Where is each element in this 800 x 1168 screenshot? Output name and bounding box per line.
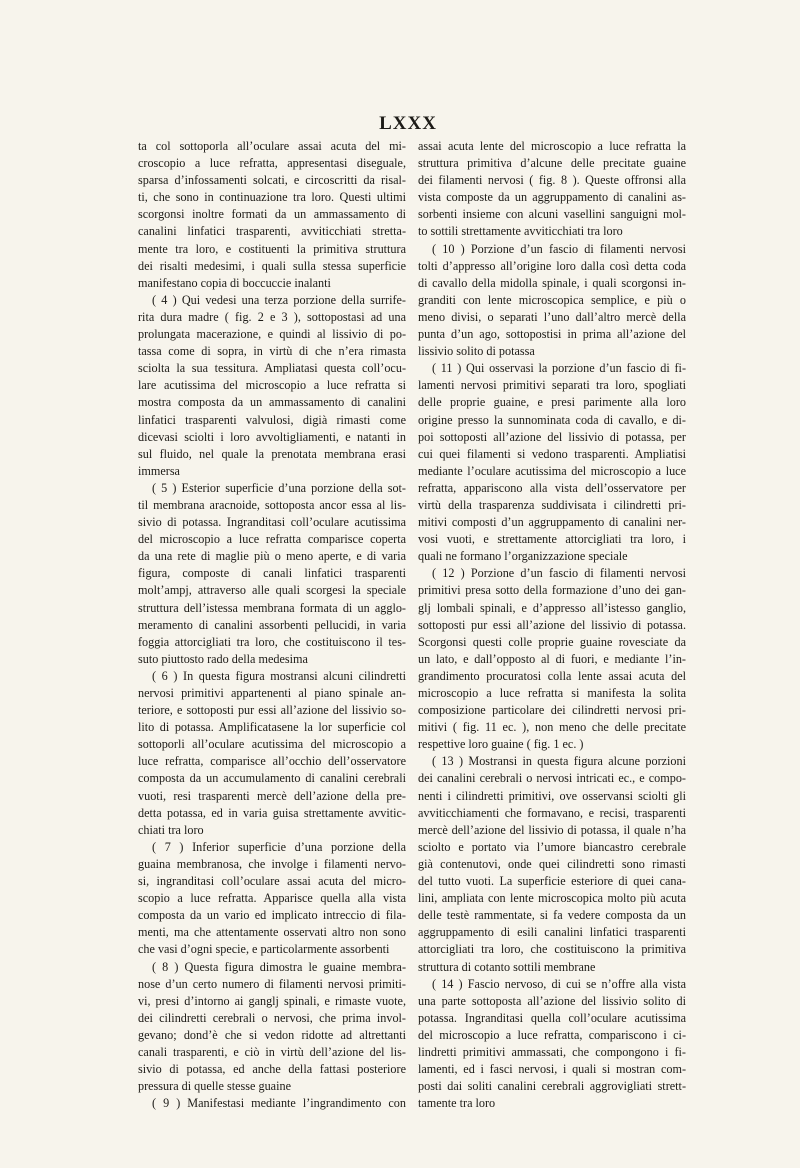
text-line: del tutto vuoti. La superficie esteriore di quei cana-: [418, 874, 686, 889]
text-line: nervosi primitivi appartenenti al piano spinale an-: [138, 686, 406, 700]
text-line: nose d’un certo numero di filamenti nervosi primiti-: [138, 976, 406, 991]
text-line: scorgonsi inoltre formati da un ammassamento di: [138, 207, 406, 222]
text-line: struttura di cotanto sottili membrane: [418, 959, 596, 974]
text-line: prolungata macerazione, e quindi al lissivio di po-: [138, 327, 406, 342]
text-line: vi, presi d’intorno ai ganglj spinali, e rimaste vuote,: [138, 993, 406, 1008]
text-line: di cavallo della midolla spinale, i quali scorgonsi in-: [418, 275, 686, 290]
text-line: manifestano copia di boccuccie inalanti: [138, 275, 331, 290]
text-line: da una rete di maglie più o meno aperte, e di varia: [138, 549, 406, 564]
text-line: sottoporli all’oculare acutissima del microscopio a: [138, 737, 406, 752]
text-line: struttura primitiva d’alcune delle precitate guaine: [418, 156, 686, 171]
text-line: virtù della trasparenza suddivisata i cilindretti pri-: [418, 497, 686, 512]
text-line: lito di potassa. Amplificatasene la lor superficie col: [138, 720, 406, 735]
text-line: microscopio a luce refratta si manifesta la solita: [418, 686, 686, 700]
text-line: ( 14 ) Fascio nervoso, di cui se n’offre alla vista: [432, 976, 686, 991]
text-line: sparsa d’infossamenti solcati, e circoscritti da risal-: [138, 173, 406, 188]
text-line: canalini linfatici trasparenti, avviticchiati stretta-: [138, 224, 406, 239]
text-line: mitivi composti d’un aggruppamento di canalini ner-: [418, 515, 686, 530]
text-line: posti dai soliti canalini cerebrali aggrovigliati strett-: [418, 1079, 686, 1094]
text-line: sciolto e portato via l’umore biancastro cerebrale: [418, 839, 686, 854]
text-line: un lato, e dall’opposto al di fuori, e mediante l’in-: [418, 651, 686, 666]
text-line: rita dura madre ( fig. 2 e 3 ), sottopostasi ad una: [138, 309, 406, 324]
text-line: composta da un accumulamento di canalini cerebrali: [138, 771, 406, 786]
text-line: ( 8 ) Questa figura dimostra le guaine membra-: [152, 959, 406, 974]
text-line: mercè dell’azione del lissivio di potassa, il quale n’ha: [418, 822, 686, 837]
text-line: foggia attorcigliati tra loro, che costituiscono il tes-: [138, 634, 406, 649]
text-line: mostra composta da un ammassamento di canalini: [138, 395, 406, 410]
text-line: Scorgonsi questi colle proprie guaine rovesciate da: [418, 634, 686, 649]
text-line: menti, ma che attentamente osservati altro non sono: [138, 925, 406, 940]
text-line: sivio di potassa. Ingranditasi coll’oculare acutissima: [138, 515, 406, 530]
text-line: ( 12 ) Porzione d’un fascio di filamenti nervosi: [432, 566, 686, 581]
text-line: respettive loro guaine ( fig. 1 ec. ): [418, 737, 584, 752]
text-line: refratta, appariscono alla vista dell’osservatore per: [418, 480, 686, 495]
text-line: del microscopio a luce refratta, compariscono i ci-: [418, 1027, 686, 1042]
text-line: delle proprie guaine, e presi parimente alla loro: [418, 395, 686, 410]
text-line: ( 9 ) Manifestasi mediante l’ingrandimento con: [152, 1096, 406, 1111]
text-line: ( 4 ) Qui vedesi una terza porzione della surrife-: [152, 292, 406, 307]
text-line: attorcigliati tra loro, che costituiscono la primitiva: [418, 942, 686, 957]
text-line: luce refratta, comparisce all’occhio dell’osservatore: [138, 754, 406, 769]
text-line: tassa come di sopra, in virtù di che n’era rimasta: [138, 344, 406, 359]
text-line: canali trasparenti, e ciò in virtù dell’azione del lis-: [138, 1044, 406, 1059]
text-line: lamenti nervosi primitivi separati tra loro, spogliati: [418, 378, 686, 393]
text-line: quali ne formano l’organizzazione speciale: [418, 549, 628, 564]
text-line: avviticchiamenti che formavano, e recisi, trasparenti: [418, 805, 686, 820]
text-line: delle testè rammentate, si fa vedere composta da un: [418, 908, 686, 923]
text-line: croscopio a luce refratta, appresentasi diseguale,: [138, 156, 406, 171]
text-line: ti, che sono in continuazione tra loro. Questi ultimi: [138, 190, 406, 205]
text-line: ( 7 ) Inferior superficie d’una porzione della: [152, 839, 406, 854]
text-line: struttura dell’istessa membrana formata di un agglo-: [138, 600, 406, 615]
text-line: sivio di potassa, ed anche della fattasi posteriore: [138, 1062, 406, 1077]
text-line: mente tra loro, e costituenti la primitiva struttura: [138, 241, 406, 256]
text-line: aggruppamento di esili canalini linfatici trasparenti: [418, 925, 686, 940]
text-line: mediante l’oculare acutissima del microscopio a luce: [418, 463, 686, 478]
text-line: grandimento procuratosi colla lente assai acuta del: [418, 668, 686, 683]
text-line: ( 13 ) Mostransi in questa figura alcune porzioni: [432, 754, 686, 769]
text-line: gevano; dond’è che si vedon ridotte ad altrettanti: [138, 1027, 406, 1042]
text-line: sottoposti pur essi all’azione del lissivio di potassa.: [418, 617, 686, 632]
text-line: lissivio solito di potassa: [418, 344, 535, 359]
text-line: dei risalti medesimi, i quali sulla stessa superficie: [138, 258, 406, 273]
page-number-text: LXXX: [379, 113, 437, 134]
text-line: ( 11 ) Qui osservasi la porzione d’un fascio di fi-: [432, 361, 686, 376]
text-line: potassa. Ingranditasi quella coll’oculare acutissima: [418, 1010, 686, 1025]
page-number: [0, 113, 800, 135]
text-line: punta d’un ago, sottopostisi in prima all’azione del: [418, 327, 686, 342]
text-line: dei filamenti nervosi ( fig. 8 ). Queste offronsi alla: [418, 173, 686, 188]
text-line: vista composte da un aggruppamento di canalini as-: [418, 190, 686, 205]
text-line: vuoti, resi trasparenti mercè dell’azione della pre-: [138, 788, 406, 803]
text-line: ( 6 ) In questa figura mostransi alcuni cilindretti: [152, 668, 406, 683]
text-line: dicevasi sciolti i loro avvoltigliamenti, e natanti in: [138, 429, 406, 444]
text-line: sorbenti insieme con alcuni vasellini sanguigni mol-: [418, 207, 686, 222]
text-line: teriore, e sottoposti pur essi all’azione del lissivio so-: [138, 703, 406, 718]
text-line: sul fluido, nel quale la prenotata membrana erasi: [138, 446, 406, 461]
text-line: detta potassa, ed in varia guisa strettamente avvitic-: [138, 805, 406, 820]
text-line: immersa: [138, 463, 180, 478]
text-line: linfatici trasparenti valvulosi, digià rimasti come: [138, 412, 406, 427]
text-line: dei cilindretti cerebrali o nervosi, che prima invol-: [138, 1010, 406, 1025]
text-line: suto piuttosto rado della medesima: [138, 651, 308, 666]
text-line: glj lombali spinali, e d’appresso all’istesso ganglio,: [418, 600, 686, 615]
text-line: origine presso la sunnominata coda di cavallo, e di-: [418, 412, 686, 427]
text-line: che vasi d’ogni specie, e particolarmente assorbenti: [138, 942, 390, 957]
text-line: una parte sottoposta all’azione del lissivio solito di: [418, 993, 686, 1008]
text-line: mitivi ( fig. 11 ec. ), non meno che delle precitate: [418, 720, 686, 735]
right-column: [418, 138, 686, 1112]
text-line: nenti i cilindretti primitivi, ove osservansi sciolti gli: [418, 788, 686, 803]
text-line: figura, composte di canali linfatici trasparenti: [138, 566, 406, 581]
text-line: meno divisi, o separati l’uno dall’altro mercè della: [418, 309, 686, 324]
text-line: lindretti primitivi ammassati, che compongono i fi-: [418, 1044, 686, 1059]
text-line: guaina membranosa, che involge i filamenti nervo-: [138, 856, 406, 871]
text-line: tamente tra loro: [418, 1096, 496, 1111]
text-line: lini, ampliata con lente microscopica molto più acuta: [418, 891, 686, 906]
text-line: poi sottoposti all’azione del lissivio di potassa, per: [418, 429, 686, 444]
text-line: pressura di quelle stesse guaine: [138, 1079, 291, 1094]
text-line: composizione particolare dei cilindretti nervosi pri-: [418, 703, 686, 718]
text-line: vosi vuoti, e strettamente attorcigliati tra loro, i: [418, 532, 686, 547]
text-line: molt’ampj, attraverso alle quali scorgesi la speciale: [138, 583, 406, 598]
text-line: primitivi presa sotto della formazione d’uno dei gan-: [418, 583, 686, 598]
text-line: già contenutovi, onde quei cilindretti sono rimasti: [418, 856, 686, 871]
text-line: til membrana aracnoide, sottoposta ancor essa al lis-: [138, 497, 406, 512]
text-line: chiati tra loro: [138, 822, 204, 837]
text-line: to sottili strettamente avviticchiati tra loro: [418, 224, 623, 239]
text-line: dei canalini cerebrali o nervosi intricati ec., e compo-: [418, 771, 686, 786]
text-line: ta col sottoporla all’oculare assai acuta del mi-: [138, 139, 406, 153]
text-line: ( 10 ) Porzione d’un fascio di filamenti nervosi: [432, 241, 686, 256]
text-line: del microscopio a luce refratta comparisce coperta: [138, 532, 406, 547]
text-line: assai acuta lente del microscopio a luce refratta la: [418, 139, 686, 153]
text-line: granditi con lente microscopica semplice, e più o: [418, 292, 686, 307]
text-line: si, ingranditasi coll’oculare assai acuta del micro-: [138, 874, 406, 889]
text-line: lare acutissima del microscopio a luce refratta si: [138, 378, 406, 393]
text-line: ( 5 ) Esterior superficie d’una porzione della sot-: [152, 480, 406, 495]
text-line: composta da un vario ed implicato intreccio di fila-: [138, 908, 406, 923]
text-line: meramento di canalini assorbenti pellucidi, in varia: [138, 617, 406, 632]
text-line: tolti d’appresso all’origine loro dalla così detta coda: [418, 258, 686, 273]
left-column: [138, 138, 406, 1112]
text-line: lamenti, ed i fasci nervosi, i quali si mostran com-: [418, 1062, 686, 1077]
text-line: sciolta la sua tessitura. Ampliatasi questa coll’ocu-: [138, 361, 406, 376]
text-line: cui quei filamenti si vedono trasparenti. Ampliatisi: [418, 446, 686, 461]
text-line: scopio a luce refratta. Apparisce quella alla vista: [138, 891, 406, 906]
